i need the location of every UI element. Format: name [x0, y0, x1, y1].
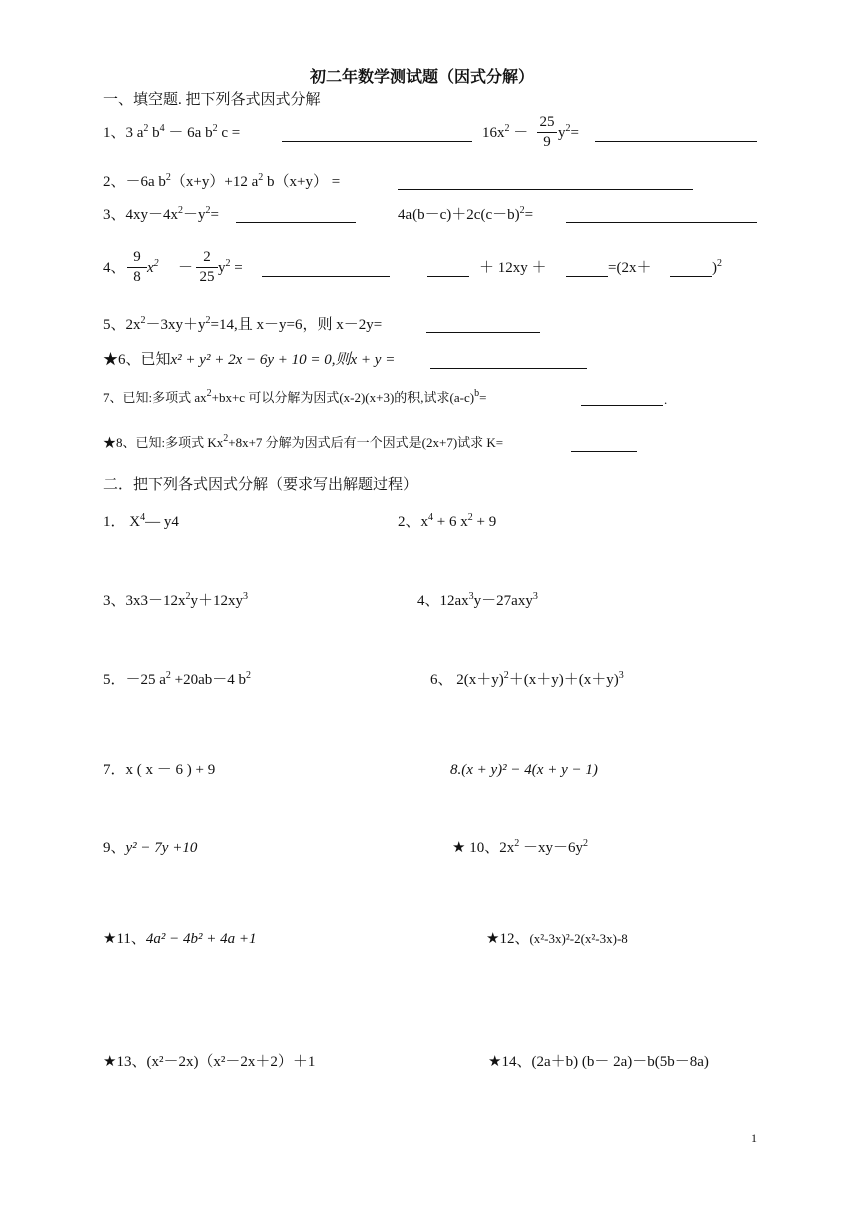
- problem-4: 4、$12ax^3y-27axy^3$: [417, 591, 538, 609]
- page-title: 初二年数学测试题（因式分解）: [310, 69, 535, 86]
- q4-x: $x^2$: [147, 258, 159, 276]
- q6-answer-blank[interactable]: [430, 368, 587, 369]
- q3-right: $4a(b-c)+2c(c-b)^2=$: [398, 205, 534, 223]
- q7-answer-blank[interactable]: [581, 405, 663, 406]
- q3-left-answer-blank[interactable]: [236, 222, 356, 223]
- problem-1: 1． $X^4—$ y4: [103, 512, 179, 530]
- q4-right-close: )$^2$: [712, 258, 722, 276]
- q4-minus: －: [178, 260, 194, 276]
- problem-5: 5．－25 $a^2 +20ab-4$ $b^2$: [103, 670, 252, 688]
- problem-8: 8.(x + y)² − 4(x + y − 1): [450, 762, 598, 778]
- q4-fraction-2: 2 25: [196, 250, 218, 285]
- q1-right: $16x^2$ －: [482, 123, 529, 141]
- q5: 5、$2x^2-3xy+y^2=14$,且 x－y=6，则 x－2y=: [103, 315, 383, 333]
- q4-right-blank-2[interactable]: [566, 276, 608, 277]
- problem-6: 6、 $2(x+y)^2+(x+y)+(x+y)^3$: [430, 670, 624, 688]
- q3-left: 3、$4xy-4x^2-y^2=$: [103, 205, 219, 223]
- problem-11: ★11、4a² − 4b² + 4a +1: [103, 931, 257, 947]
- page-number: 1: [751, 1131, 757, 1145]
- q3-right-answer-blank[interactable]: [566, 222, 757, 223]
- section1-heading: 一、填空题. 把下列各式因式分解: [103, 92, 321, 108]
- q4-left-answer-blank[interactable]: [262, 276, 390, 277]
- q6: ★6、已知x² + y² + 2x − 6y + 10 = 0,则x + y =: [103, 352, 396, 368]
- problem-14: ★14、(2a＋b) (b－ 2a)－b(5b－8a): [488, 1054, 709, 1070]
- problem-10: ★ 10、$2x^2 -xy-6y^2$: [452, 838, 588, 856]
- q4-right-mid: ＋ 12xy ＋: [479, 260, 547, 276]
- q4-label: 4、: [103, 260, 126, 276]
- q4-right-eq: =(2x＋: [608, 260, 652, 276]
- q1-left-answer-blank[interactable]: [282, 141, 472, 142]
- problem-3: 3、$3x3-12x^2y+12xy^3$: [103, 591, 249, 609]
- problem-7: 7．x ( x － 6 ) + 9: [103, 762, 216, 778]
- problem-9: 9、y² − 7y +10: [103, 840, 198, 856]
- problem-13: ★13、(x²－2x)（x²－2x＋2）＋1: [103, 1054, 316, 1070]
- q4-y: $y^2$ =: [218, 258, 243, 276]
- q2-answer-blank[interactable]: [398, 189, 693, 190]
- q4-fraction-1: 9 8: [127, 250, 147, 285]
- q1-right-tail: $y^2=$: [558, 123, 579, 141]
- section2-heading: 二．把下列各式因式分解（要求写出解题过程）: [103, 477, 419, 493]
- q5-answer-blank[interactable]: [426, 332, 540, 333]
- q1-right-answer-blank[interactable]: [595, 141, 757, 142]
- q1-left: 1、3 $a^2$ $b^4 - 6a$ $b^2$ c =: [103, 123, 241, 141]
- problem-12: ★12、(x²-3x)²-2(x²-3x)-8: [486, 931, 628, 947]
- problem-2: 2、$x^4 + 6$ $x^2 + 9$: [398, 512, 497, 530]
- q4-right-blank-1[interactable]: [427, 276, 469, 277]
- q8: ★8、已知:多项式 $Kx^2+8x+7$ 分解为因式后有一个因式是(2x+7)试求 K=: [103, 433, 504, 450]
- q8-answer-blank[interactable]: [571, 451, 637, 452]
- q1-fraction: 25 9: [537, 115, 557, 150]
- q2: 2、－6a $b^2(x+y)+12$ $a^2$ b（x+y） =: [103, 172, 341, 190]
- q7: 7、已知:多项式 $ax^2+bx+c$ 可以分解为因式(x-2)(x+3)的积,试求$(a-c)^b=$: [103, 388, 487, 405]
- q7-end: .: [664, 392, 668, 407]
- q4-right-blank-3[interactable]: [670, 276, 712, 277]
